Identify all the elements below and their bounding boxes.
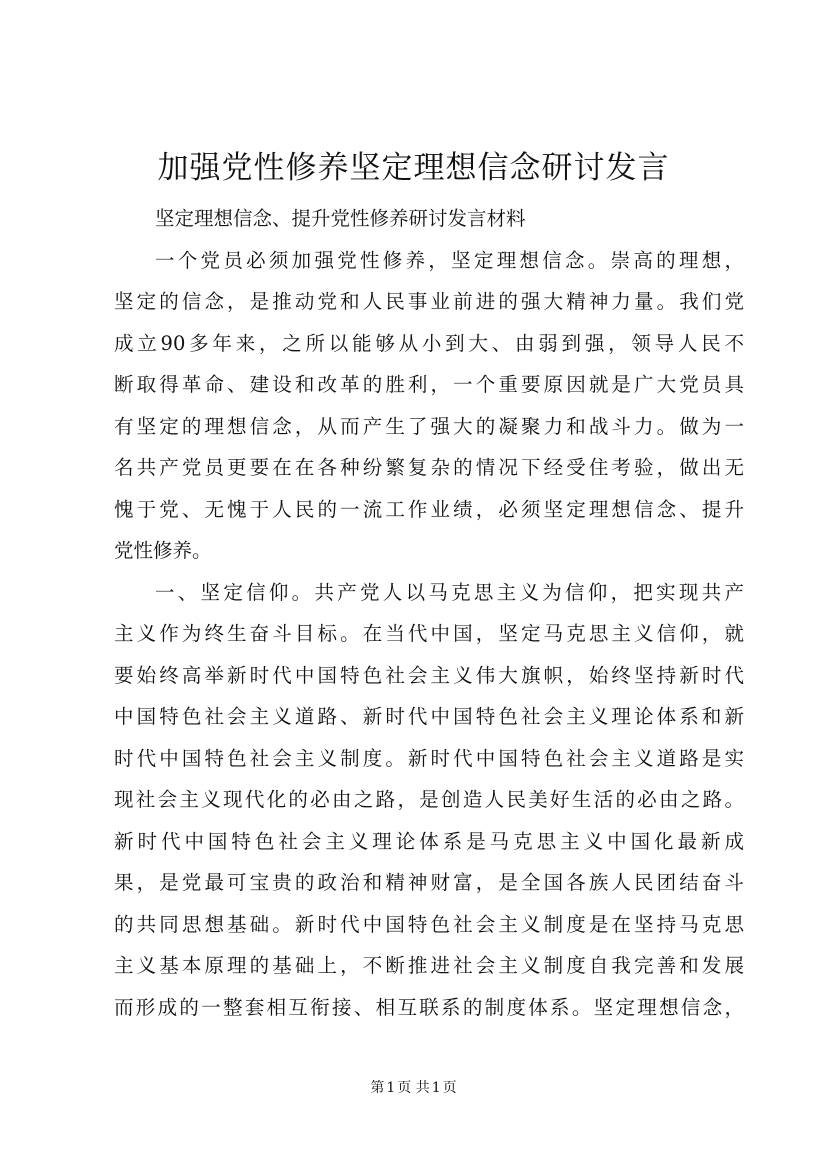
footer-suffix: 页 — [442, 1080, 457, 1096]
document-body — [114, 198, 744, 1028]
paragraph-line: 要始终高举新时代中国特色社会主义伟大旗帜，始终坚持新时代 — [114, 663, 744, 687]
paragraph-line: 有坚定的理想信念，从而产生了强大的凝聚力和战斗力。做为一 — [114, 414, 744, 438]
footer-total-pages: 1 — [431, 1080, 441, 1096]
paragraph-line: 中国特色社会主义道路、新时代中国特色社会主义理论体系和新 — [114, 705, 744, 728]
paragraph-line: 愧于党、无愧于人民的一流工作业绩，必须坚定理想信念、提升 — [114, 497, 744, 521]
footer-page-number: 1 — [386, 1080, 396, 1096]
paragraph-line: 现社会主义现代化的必由之路，是创造人民美好生活的必由之路。 — [114, 788, 744, 811]
subtitle-line: 坚定理想信念、提升党性修养研讨发言材料 — [155, 207, 526, 230]
paragraph-line: 断取得革命、建设和改革的胜利，一个重要原因就是广大党员具 — [114, 373, 744, 396]
paragraph-line: 党性修养。 — [114, 539, 212, 562]
paragraph-line: 主义作为终生奋斗目标。在当代中国，坚定马克思主义信仰，就 — [114, 622, 744, 645]
paragraph-line: 一个党员必须加强党性修养，坚定理想信念。崇高的理想， — [155, 248, 744, 272]
footer-prefix: 第 — [370, 1080, 385, 1096]
paragraph-line: 坚定的信念，是推动党和人民事业前进的强大精神力量。我们党 — [114, 290, 744, 313]
paragraph-line: 新时代中国特色社会主义理论体系是马克思主义中国化最新成 — [114, 829, 744, 853]
footer-mid: 页 共 — [397, 1080, 430, 1096]
paragraph-line: 而形成的一整套相互衔接、相互联系的制度体系。坚定理想信念， — [114, 995, 744, 1019]
paragraph-line: 名共产党员更要在在各种纷繁复杂的情况下经受住考验，做出无 — [114, 456, 744, 479]
page-footer — [0, 1078, 827, 1098]
paragraph-line: 的共同思想基础。新时代中国特色社会主义制度是在坚持马克思 — [114, 912, 744, 936]
paragraph-line: 成立90多年来，之所以能够从小到大、由弱到强，领导人民不 — [114, 331, 744, 355]
paragraph-line: 果，是党最可宝贵的政治和精神财富，是全国各族人民团结奋斗 — [114, 871, 744, 894]
paragraph-line: 一、坚定信仰。共产党人以马克思主义为信仰，把实现共产 — [155, 580, 744, 604]
document-title: 加强党性修养坚定理想信念研讨发言 — [157, 150, 670, 186]
paragraph-line: 时代中国特色社会主义制度。新时代中国特色社会主义道路是实 — [114, 746, 744, 770]
paragraph-line: 主义基本原理的基础上，不断推进社会主义制度自我完善和发展 — [114, 954, 744, 977]
